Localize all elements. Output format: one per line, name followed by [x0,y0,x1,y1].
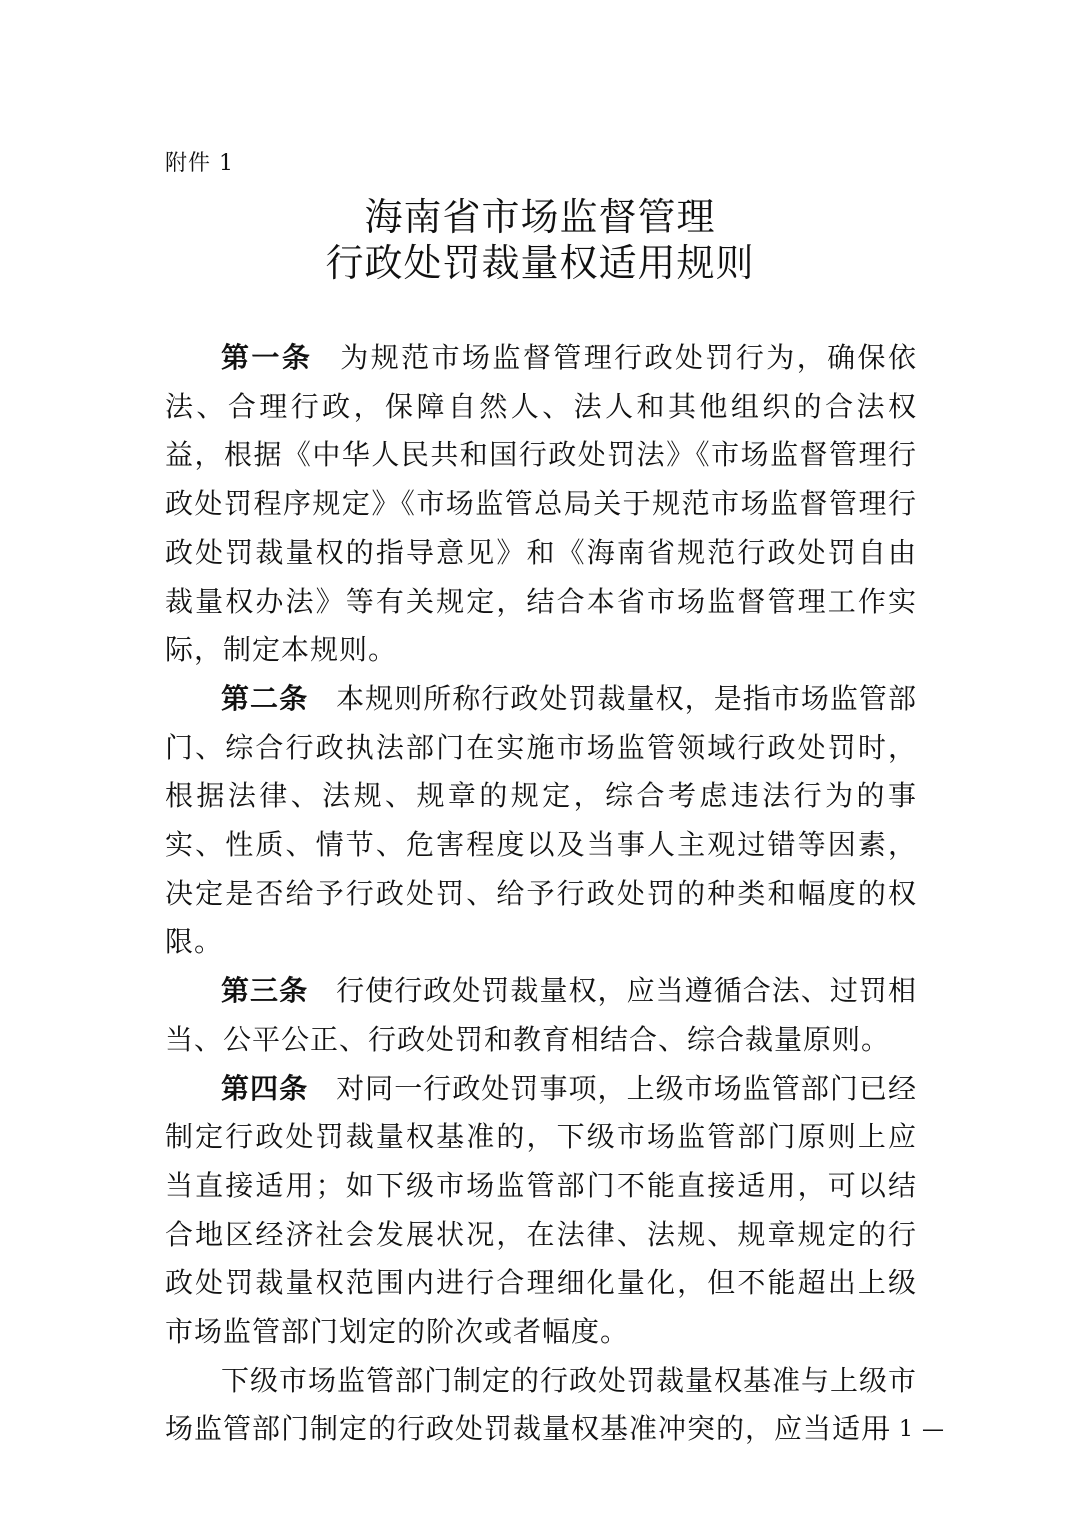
page-number: — 1 — [868,1417,945,1442]
article-paragraph [165,334,917,675]
article-heading: 第三条 [221,974,309,1008]
article-paragraph [165,675,917,967]
article-heading: 第四条 [221,1071,309,1105]
document-body [165,334,917,1454]
continuation-paragraph: 下级市场监管部门制定的行政处罚裁量权基准与上级市场监管部门制定的行政处罚裁量权基准冲突的，应当适用 [165,1363,918,1446]
article-text: 为规范市场监督管理行政处罚行为，确保依法、合理行政，保障自然人、法人和其他组织的合法权益，根据《中华人民共和国行政处罚法》《市场监督管理行政处罚程序规定》《市场监管总局关于规范市场监督管理行政处罚裁量权的指导意见》和《海南省规范行政处罚自由裁量权办法》等有关规定，结合本省市场监督管理工作实际，制定本规则。 [165,341,917,667]
article-text: 对同一行政处罚事项，上级市场监管部门已经制定行政处罚裁量权基准的，下级市场监管部门原则上应当直接适用；如下级市场监管部门不能直接适用，可以结合地区经济社会发展状况，在法律、法规、规章规定的行政处罚裁量权范围内进行合理细化量化，但不能超出上级市场监管部门划定的阶次或者幅度。 [165,1071,917,1349]
article-text: 行使行政处罚裁量权，应当遵循合法、过罚相当、公平公正、行政处罚和教育相结合、综合裁量原则。 [165,974,917,1056]
document-title-line-1: 海南省市场监督管理 [364,195,716,239]
article-heading: 第一条 [221,341,313,374]
article-paragraph [165,1065,917,1357]
article-heading: 第二条 [221,681,309,715]
article-paragraph [165,967,917,1064]
document-title-line-2: 行政处罚裁量权适用规则 [325,241,755,285]
attachment-label: 附件 1 [165,151,234,176]
article-text: 本规则所称行政处罚裁量权，是指市场监管部门、综合行政执法部门在实施市场监管领域行政处罚时，根据法律、法规、规章的规定，综合考虑违法行为的事实、性质、情节、危害程度以及当事人主观过错等因素，决定是否给予行政处罚、给予行政处罚的种类和幅度的权限。 [165,681,917,959]
